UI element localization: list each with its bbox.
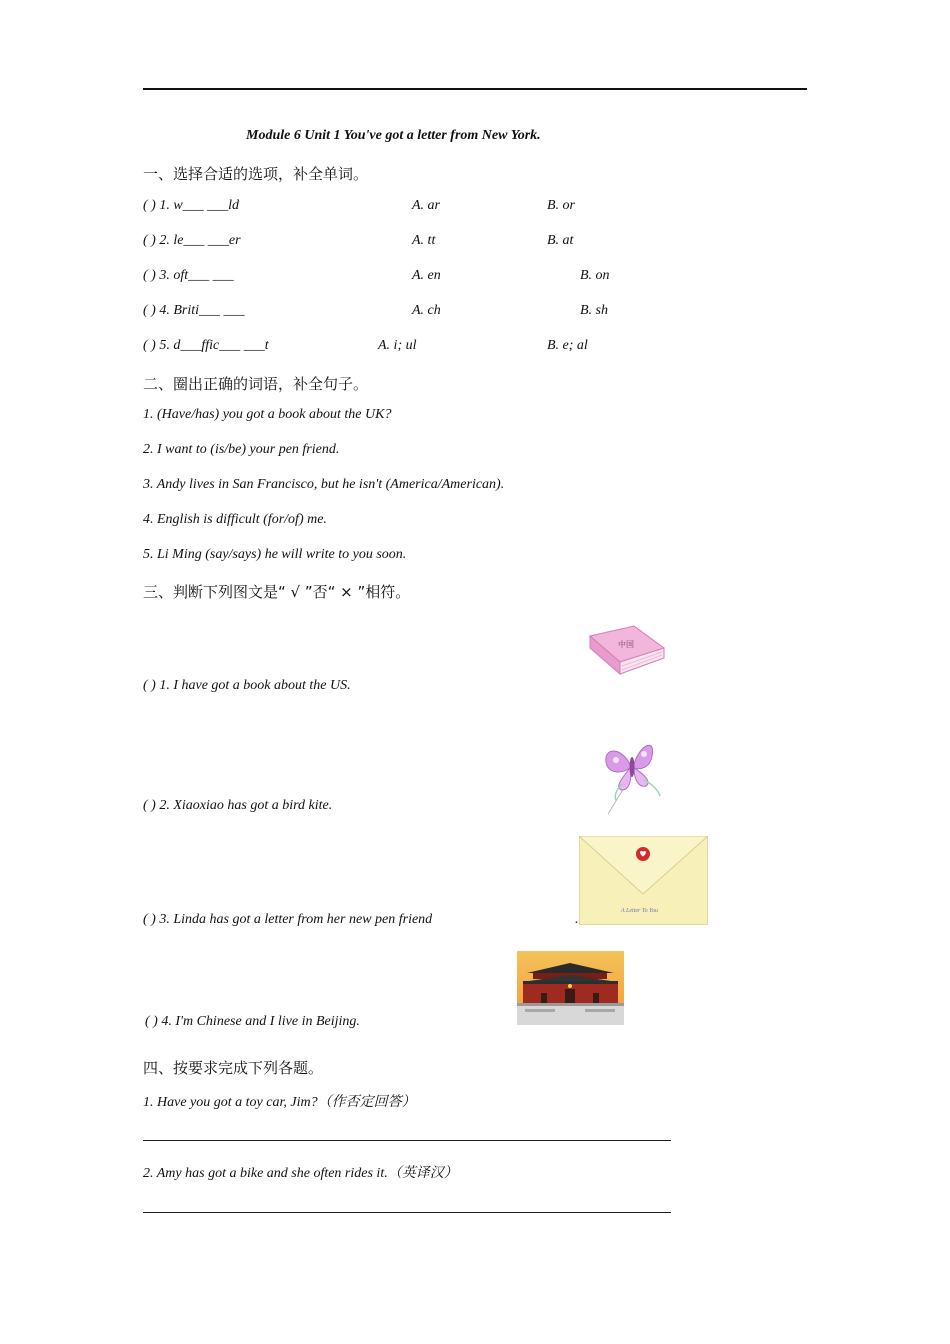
s1-q5-option-a: A. i; ul bbox=[378, 338, 417, 353]
s1-q2: ( ) 2. le___ ___er bbox=[143, 233, 241, 248]
s3-item-1: ( ) 1. I have got a book about the US. bbox=[143, 678, 351, 693]
s1-q1-option-b: B. or bbox=[547, 198, 575, 213]
s1-q3-option-b: B. on bbox=[580, 268, 610, 283]
tiananmen-image bbox=[517, 951, 624, 1025]
s1-q2-option-a: A. tt bbox=[412, 233, 436, 248]
s2-item-3: 3. Andy lives in San Francisco, but he isn't (America/American). bbox=[143, 477, 505, 492]
section2-heading: 二、圈出正确的词语，补全句子。 bbox=[143, 375, 369, 393]
s1-q1-option-a: A. ar bbox=[412, 198, 440, 213]
s1-q5: ( ) 5. d___ffic___ ___t bbox=[143, 338, 269, 353]
s1-q4-option-b: B. sh bbox=[580, 303, 608, 318]
s4-answer-line-2[interactable] bbox=[143, 1212, 671, 1213]
s1-q3-option-a: A. en bbox=[412, 268, 441, 283]
section4-heading: 四、按要求完成下列各题。 bbox=[143, 1059, 324, 1077]
s3-item-2: ( ) 2. Xiaoxiao has got a bird kite. bbox=[143, 798, 333, 813]
s3-item-4: ( ) 4. I'm Chinese and I live in Beijing. bbox=[145, 1014, 360, 1029]
section3-heading: 三、判断下列图文是“ √ ”否“ × ”相符。 bbox=[143, 583, 411, 601]
s4-item-1: 1. Have you got a toy car, Jim?（作否定回答） bbox=[143, 1095, 416, 1110]
s3-item-3: ( ) 3. Linda has got a letter from her new pen friend bbox=[143, 912, 433, 927]
header-rule bbox=[143, 88, 807, 90]
s1-q5-option-b: B. e; al bbox=[547, 338, 588, 353]
s4-item-2: 2. Amy has got a bike and she often rides it.（英译汉） bbox=[143, 1166, 458, 1181]
envelope-text: A Letter To You bbox=[621, 908, 658, 914]
s4-answer-line-1[interactable] bbox=[143, 1140, 671, 1141]
page-title: Module 6 Unit 1 You've got a letter from New York. bbox=[246, 128, 541, 143]
envelope-image bbox=[579, 836, 708, 925]
s3-item-3-dot: . bbox=[575, 912, 579, 927]
book-cover-text: 中国 bbox=[618, 640, 634, 649]
s1-q2-option-b: B. at bbox=[547, 233, 574, 248]
s2-item-5: 5. Li Ming (say/says) he will write to you soon. bbox=[143, 547, 407, 562]
s2-item-4: 4. English is difficult (for/of) me. bbox=[143, 512, 327, 527]
s1-q4: ( ) 4. Briti___ ___ bbox=[143, 303, 245, 318]
s2-item-2: 2. I want to (is/be) your pen friend. bbox=[143, 442, 340, 457]
s1-q3: ( ) 3. oft___ ___ bbox=[143, 268, 234, 283]
s1-q1: ( ) 1. w___ ___ld bbox=[143, 198, 240, 213]
butterfly-kite-image bbox=[600, 734, 670, 816]
s1-q4-option-a: A. ch bbox=[412, 303, 441, 318]
china-book-image bbox=[586, 624, 666, 680]
section1-heading: 一、选择合适的选项，补全单词。 bbox=[143, 165, 369, 183]
s2-item-1: 1. (Have/has) you got a book about the UK? bbox=[143, 407, 392, 422]
